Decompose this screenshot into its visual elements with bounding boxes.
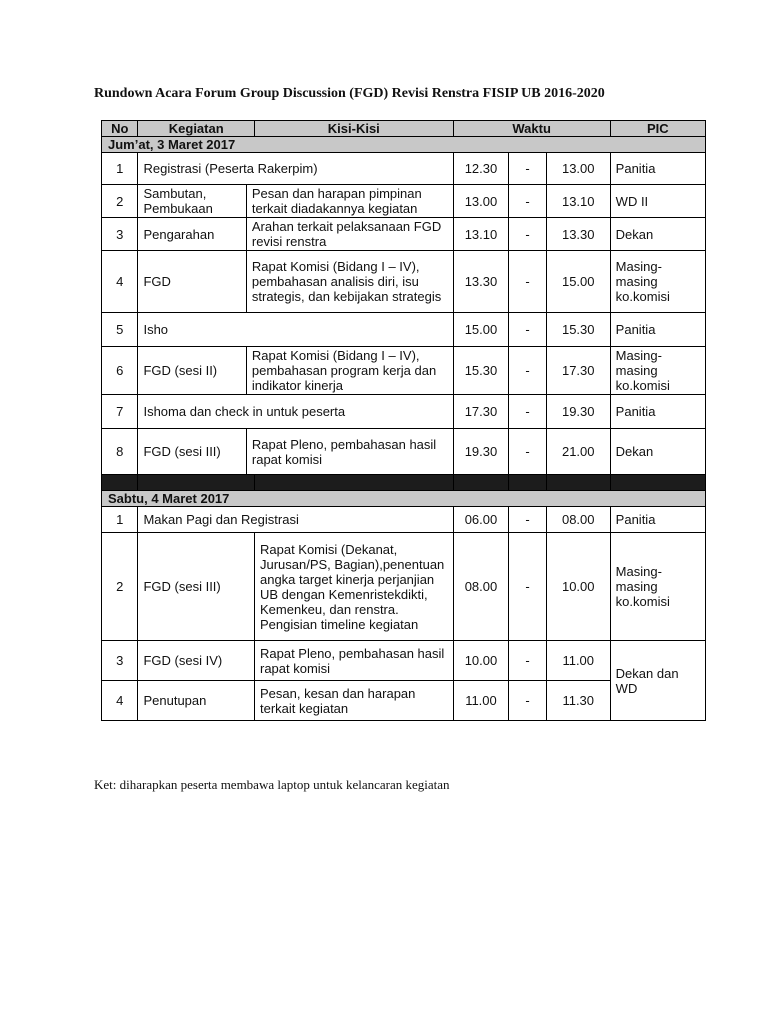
row-kegiatan: Pengarahan: [138, 218, 246, 251]
table-row: [102, 347, 706, 395]
day-row: [102, 491, 706, 507]
row-kegiatan: Makan Pagi dan Registrasi: [138, 507, 453, 533]
row-kisi: Rapat Komisi (Dekanat, Jurusan/PS, Bagian),penentuan angka target kinerja perjanjian UB dengan Kemenristekdikti, Kemenkeu, dan renstra. Pengisian timeline kegiatan: [254, 533, 453, 641]
row-no: 6: [102, 347, 138, 395]
row-pic: Dekan dan WD: [610, 641, 705, 721]
header-no: No: [102, 121, 138, 137]
row-start: 12.30: [453, 153, 509, 185]
table-row: [102, 251, 706, 313]
row-pic: Panitia: [610, 507, 705, 533]
table-row: [102, 395, 706, 429]
rundown-table: [101, 120, 706, 721]
row-start: 13.30: [453, 251, 509, 313]
row-no: 3: [102, 641, 138, 681]
row-end: 21.00: [546, 429, 610, 475]
row-dash: -: [509, 507, 546, 533]
day-label: Jum’at, 3 Maret 2017: [102, 137, 706, 153]
note-text: Ket: diharapkan peserta membawa laptop untuk kelancaran kegiatan: [94, 777, 450, 792]
row-pic: Masing-masing ko.komisi: [610, 533, 705, 641]
table-row: [102, 507, 706, 533]
header-pic: PIC: [610, 121, 705, 137]
separator-cell: [610, 475, 705, 491]
row-no: 3: [102, 218, 138, 251]
row-kegiatan: Registrasi (Peserta Rakerpim): [138, 153, 453, 185]
row-kegiatan: Isho: [138, 313, 453, 347]
row-dash: -: [509, 185, 546, 218]
row-kisi: Pesan dan harapan pimpinan terkait diadakannya kegiatan: [246, 185, 453, 218]
separator-row: [102, 475, 706, 491]
separator-cell: [138, 475, 255, 491]
row-dash: -: [509, 395, 546, 429]
row-kegiatan: Sambutan, Pembukaan: [138, 185, 246, 218]
row-kegiatan: FGD (sesi II): [138, 347, 246, 395]
row-kegiatan: FGD (sesi III): [138, 429, 246, 475]
row-end: 15.00: [546, 251, 610, 313]
header-waktu: Waktu: [453, 121, 610, 137]
row-pic: Dekan: [610, 429, 705, 475]
row-end: 17.30: [546, 347, 610, 395]
row-kegiatan: FGD (sesi IV): [138, 641, 255, 681]
day-label: Sabtu, 4 Maret 2017: [102, 491, 706, 507]
row-kisi: Rapat Komisi (Bidang I – IV), pembahasan analisis diri, isu strategis, dan kebijakan strategis: [246, 251, 453, 313]
row-pic: Panitia: [610, 313, 705, 347]
row-pic: Masing-masing ko.komisi: [610, 251, 705, 313]
row-pic: Panitia: [610, 395, 705, 429]
separator-cell: [453, 475, 509, 491]
separator-cell: [102, 475, 138, 491]
day-row: [102, 137, 706, 153]
table-header-row: [102, 121, 706, 137]
row-start: 08.00: [453, 533, 509, 641]
row-start: 15.30: [453, 347, 509, 395]
table-row: [102, 429, 706, 475]
row-end: 13.30: [546, 218, 610, 251]
row-kegiatan: FGD: [138, 251, 246, 313]
row-start: 13.10: [453, 218, 509, 251]
row-kegiatan: Ishoma dan check in untuk peserta: [138, 395, 453, 429]
row-start: 13.00: [453, 185, 509, 218]
row-end: 10.00: [546, 533, 610, 641]
row-no: 1: [102, 507, 138, 533]
row-no: 1: [102, 153, 138, 185]
row-start: 10.00: [453, 641, 509, 681]
row-start: 06.00: [453, 507, 509, 533]
row-dash: -: [509, 347, 546, 395]
row-no: 2: [102, 533, 138, 641]
row-end: 11.00: [546, 641, 610, 681]
row-kisi: Rapat Pleno, pembahasan hasil rapat komisi: [254, 641, 453, 681]
row-start: 15.00: [453, 313, 509, 347]
table-row: [102, 533, 706, 641]
row-kisi: Rapat Komisi (Bidang I – IV), pembahasan program kerja dan indikator kinerja: [246, 347, 453, 395]
row-end: 13.00: [546, 153, 610, 185]
table-row: [102, 153, 706, 185]
row-dash: -: [509, 153, 546, 185]
row-dash: -: [509, 218, 546, 251]
row-end: 13.10: [546, 185, 610, 218]
row-start: 17.30: [453, 395, 509, 429]
row-pic: Dekan: [610, 218, 705, 251]
row-no: 5: [102, 313, 138, 347]
row-dash: -: [509, 533, 546, 641]
row-end: 11.30: [546, 681, 610, 721]
row-end: 19.30: [546, 395, 610, 429]
row-kisi: Rapat Pleno, pembahasan hasil rapat komisi: [246, 429, 453, 475]
separator-cell: [509, 475, 546, 491]
row-start: 11.00: [453, 681, 509, 721]
row-end: 15.30: [546, 313, 610, 347]
document-title: Rundown Acara Forum Group Discussion (FGD) Revisi Renstra FISIP UB 2016-2020: [94, 86, 605, 101]
row-dash: -: [509, 313, 546, 347]
row-dash: -: [509, 429, 546, 475]
header-kisi: Kisi-Kisi: [254, 121, 453, 137]
row-pic: WD II: [610, 185, 705, 218]
row-no: 7: [102, 395, 138, 429]
row-dash: -: [509, 641, 546, 681]
table-row: [102, 641, 706, 681]
row-kegiatan: Penutupan: [138, 681, 255, 721]
row-no: 4: [102, 681, 138, 721]
row-no: 8: [102, 429, 138, 475]
table-row: [102, 313, 706, 347]
row-dash: -: [509, 251, 546, 313]
row-start: 19.30: [453, 429, 509, 475]
header-kegiatan: Kegiatan: [138, 121, 255, 137]
row-end: 08.00: [546, 507, 610, 533]
separator-cell: [546, 475, 610, 491]
table-row: [102, 218, 706, 251]
row-no: 4: [102, 251, 138, 313]
row-kisi: Arahan terkait pelaksanaan FGD revisi renstra: [246, 218, 453, 251]
row-pic: Masing-masing ko.komisi: [610, 347, 705, 395]
row-no: 2: [102, 185, 138, 218]
row-dash: -: [509, 681, 546, 721]
table-row: [102, 185, 706, 218]
row-kisi: Pesan, kesan dan harapan terkait kegiatan: [254, 681, 453, 721]
separator-cell: [254, 475, 453, 491]
row-kegiatan: FGD (sesi III): [138, 533, 255, 641]
row-pic: Panitia: [610, 153, 705, 185]
